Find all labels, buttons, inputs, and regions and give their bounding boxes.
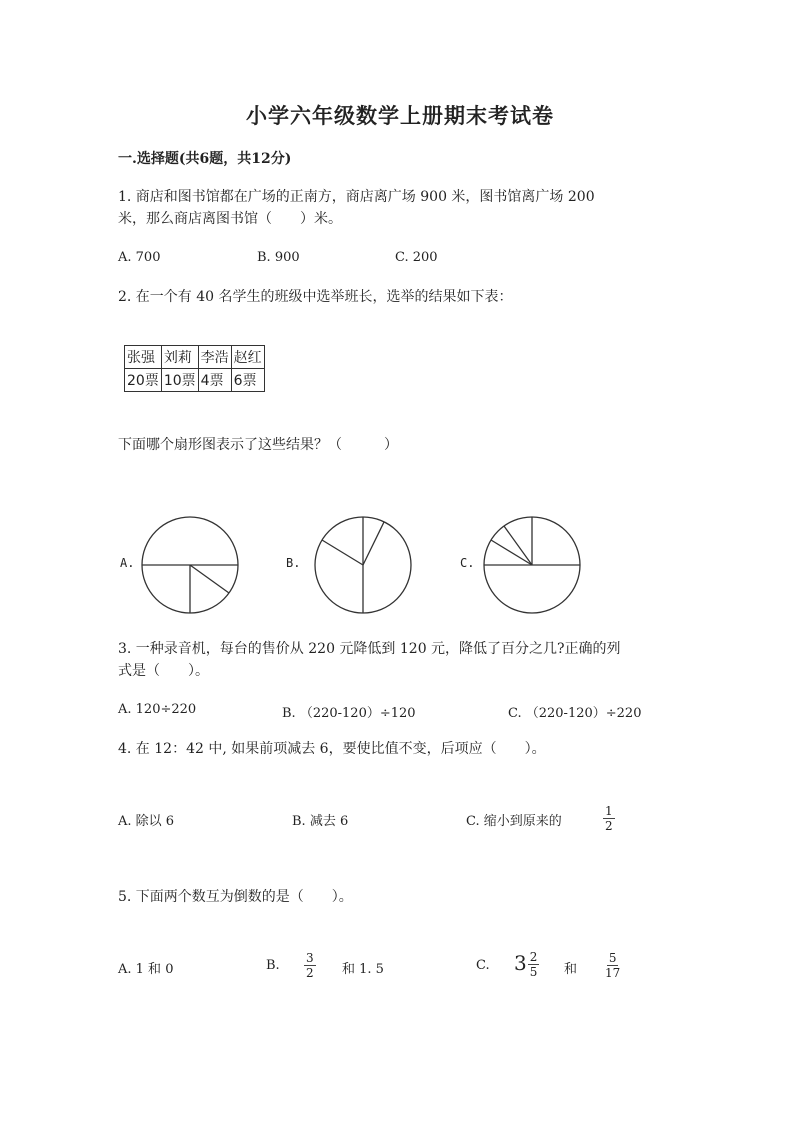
pie-label-c: C.	[460, 556, 475, 570]
fraction-denominator: 17	[605, 966, 621, 980]
mixed-whole: 3	[514, 951, 527, 975]
q4-option-c-fraction	[603, 804, 615, 833]
q4-option-c-text: C. 缩小到原来的	[466, 814, 562, 829]
q3-option-c: C. （220-120）÷220	[508, 706, 642, 721]
q1-option-a: A. 700	[118, 250, 161, 265]
q4-stem: 4. 在 12：42 中, 如果前项减去 6，要使比值不变，后项应（ ）。	[118, 741, 546, 757]
q4-option-a: A. 除以 6	[118, 814, 175, 829]
q5-option-c-and: 和	[564, 962, 578, 977]
fraction-numerator: 3	[306, 951, 314, 965]
q5-option-a: A. 1 和 0	[118, 962, 174, 977]
q2-question: 下面哪个扇形图表示了这些结果？（ ）	[118, 437, 398, 453]
q1-line2: 米，那么商店离图书馆（ ）米。	[118, 211, 342, 227]
fraction-numerator: 5	[608, 951, 617, 965]
q1-option-b: B. 900	[257, 250, 300, 265]
fraction-denominator: 5	[529, 965, 538, 979]
q5-option-b-fraction	[304, 951, 316, 980]
q5-option-c-fraction	[603, 951, 622, 980]
q4-option-b: B. 减去 6	[292, 814, 349, 829]
q3-option-a: A. 120÷220	[118, 702, 197, 717]
votes-header-cell: 赵红	[231, 346, 264, 369]
fraction-denominator: 2	[306, 966, 314, 980]
page-title: 小学六年级数学上册期末考试卷	[246, 103, 554, 128]
q1-option-c: C. 200	[395, 250, 438, 265]
pie-label-b: B.	[286, 556, 301, 570]
votes-value-row	[125, 369, 265, 392]
fraction-numerator: 2	[529, 950, 538, 964]
votes-value-cell: 4票	[198, 369, 231, 392]
q5-option-c-label: C.	[476, 958, 490, 973]
pie-chart-b	[313, 515, 413, 615]
votes-table	[124, 345, 265, 392]
q3-option-b: B. （220-120）÷120	[282, 706, 416, 721]
pie-chart-a	[140, 515, 240, 615]
q3-line1: 3. 一种录音机，每台的售价从 220 元降低到 120 元，降低了百分之几?正确的列	[118, 641, 621, 657]
votes-header-cell: 张强	[125, 346, 162, 369]
q5-option-c-mixed-number	[514, 950, 539, 979]
q5-option-b-label: B.	[266, 958, 280, 973]
q5-option-b-rest: 和 1. 5	[342, 962, 384, 977]
pie-chart-c	[482, 515, 582, 615]
fraction-numerator: 1	[605, 804, 613, 818]
fraction-denominator: 2	[605, 819, 613, 833]
votes-header-cell: 刘莉	[161, 346, 198, 369]
section-heading: 一.选择题(共6题，共12分)	[118, 151, 292, 167]
pie-label-a: A.	[120, 556, 135, 570]
votes-value-cell: 10票	[161, 369, 198, 392]
votes-header-cell: 李浩	[198, 346, 231, 369]
q1-line1: 1. 商店和图书馆都在广场的正南方，商店离广场 900 米，图书馆离广场 200	[118, 189, 595, 205]
votes-header-row	[125, 346, 265, 369]
votes-value-cell: 20票	[125, 369, 162, 392]
q5-stem: 5. 下面两个数互为倒数的是（ ）。	[118, 889, 353, 905]
q2-stem: 2. 在一个有 40 名学生的班级中选举班长，选举的结果如下表：	[118, 289, 513, 305]
q3-line2: 式是（ ）。	[118, 663, 209, 679]
votes-value-cell: 6票	[231, 369, 264, 392]
